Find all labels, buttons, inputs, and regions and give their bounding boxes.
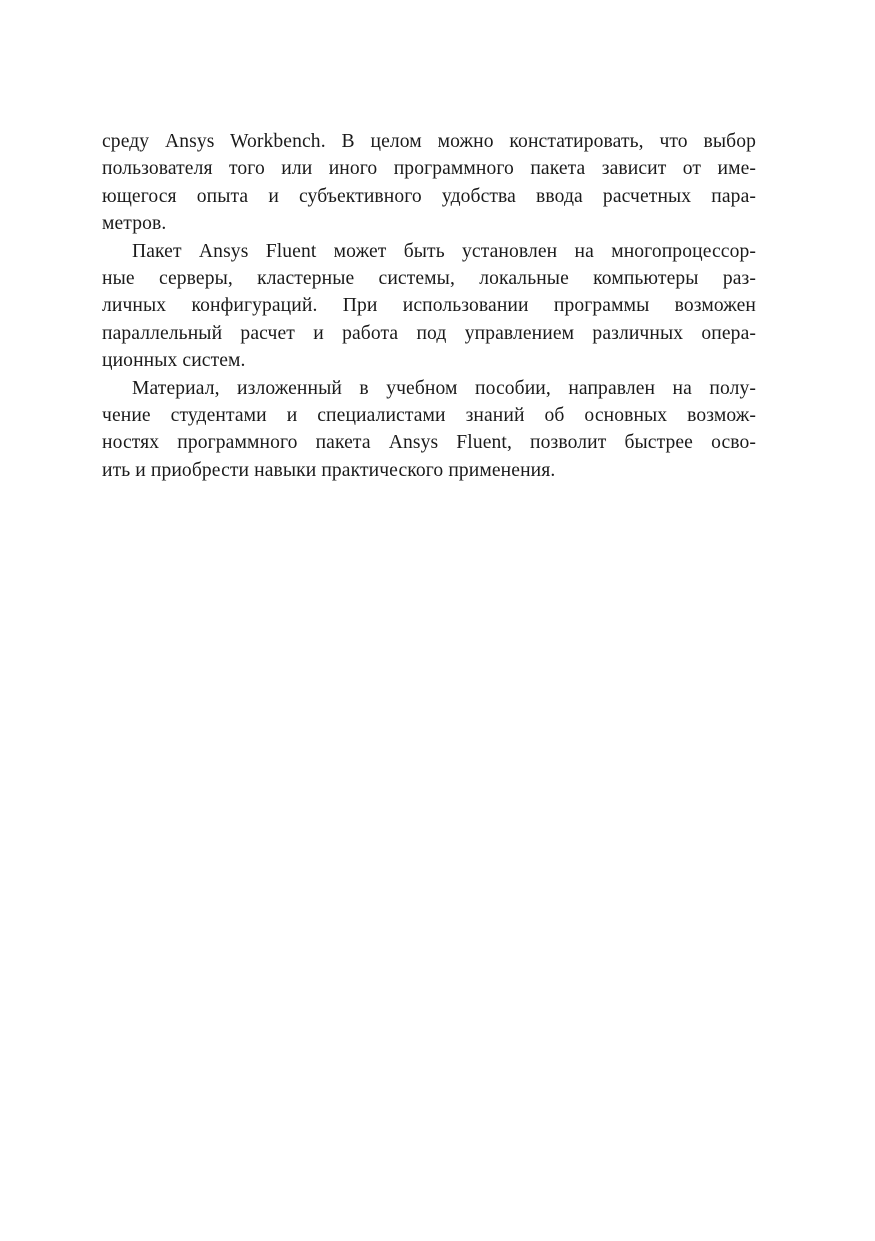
- text-line: ить и приобрести навыки практического применения.: [102, 459, 556, 481]
- paragraph-2: [102, 238, 756, 375]
- text-line: ные серверы, кластерные системы, локальные компьютеры раз-: [102, 267, 756, 289]
- paragraph-3: [102, 375, 756, 485]
- text-line: пользователя того или иного программного пакета зависит от име-: [102, 158, 756, 180]
- paragraph-1: [102, 128, 756, 238]
- text-line: ционных систем.: [102, 350, 246, 372]
- text-line: Материал, изложенный в учебном пособии, направлен на полу-: [132, 377, 756, 399]
- text-line: метров.: [102, 213, 167, 235]
- text-line: Пакет Ansys Fluent может быть установлен на многопроцессор-: [132, 240, 756, 262]
- text-line: ностях программного пакета Ansys Fluent, позволит быстрее осво-: [102, 432, 756, 454]
- text-line: ющегося опыта и субъективного удобства ввода расчетных пара-: [102, 185, 756, 207]
- text-line: среду Ansys Workbench. В целом можно констатировать, что выбор: [102, 131, 756, 152]
- text-line: чение студентами и специалистами знаний об основных возмож-: [102, 404, 756, 426]
- page-text: [102, 128, 756, 484]
- text-line: личных конфигураций. При использовании программы возможен: [102, 295, 756, 317]
- text-line: параллельный расчет и работа под управлением различных опера-: [102, 322, 756, 344]
